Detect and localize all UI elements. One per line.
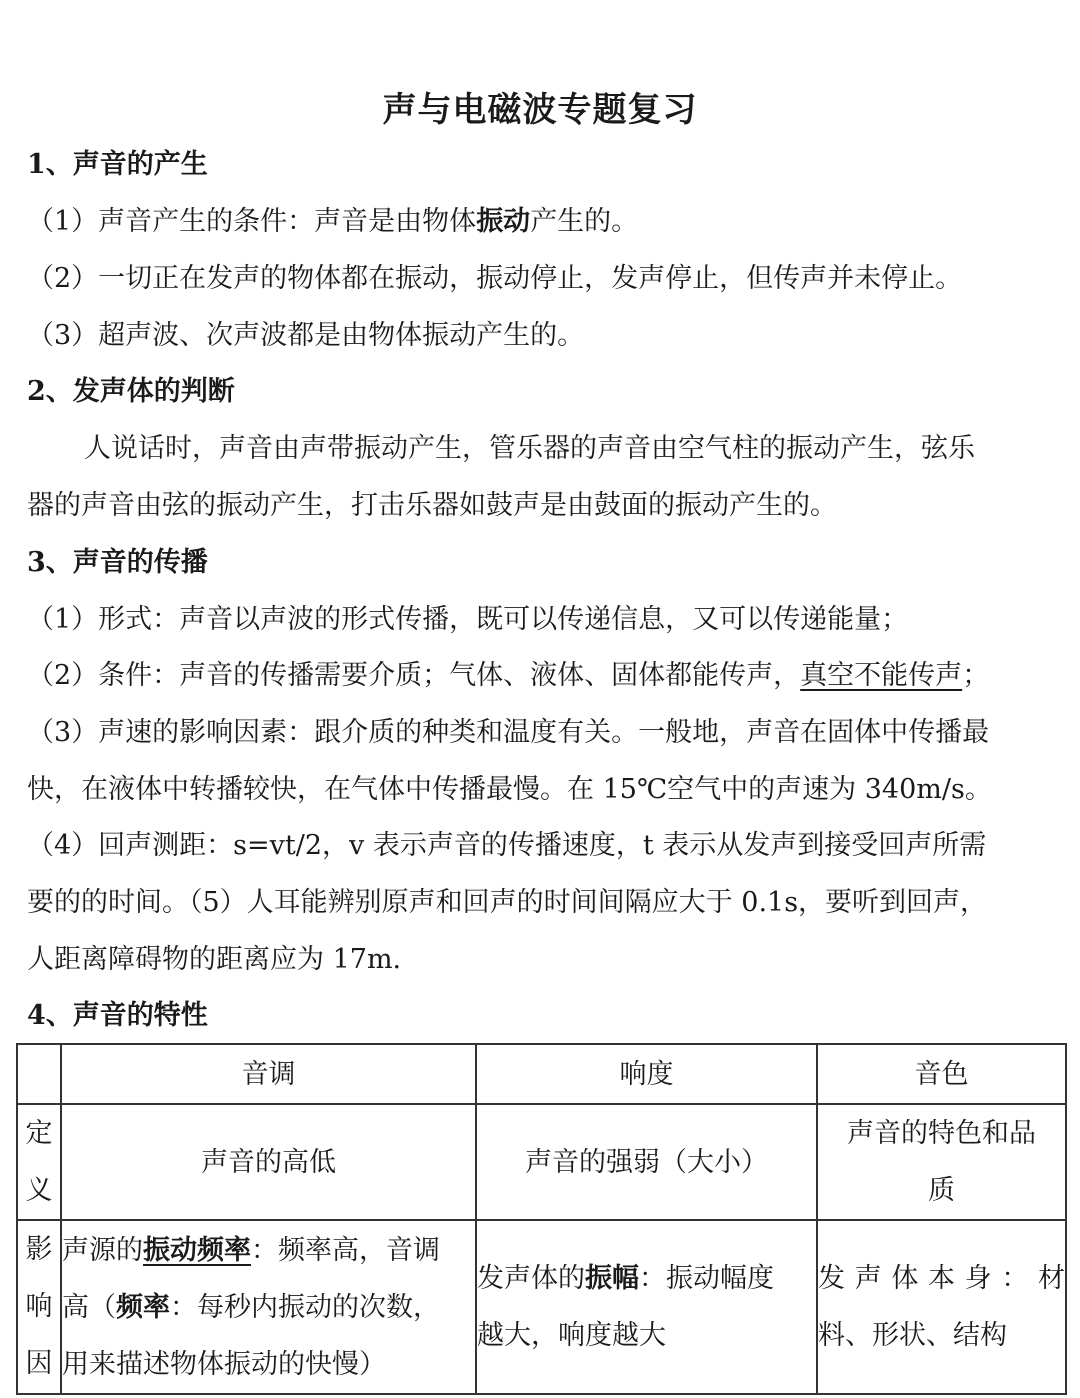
text-span: 产生的。: [530, 206, 639, 237]
section-3-item-2: [27, 656, 1067, 696]
definition-pitch: 声音的高低: [61, 1104, 476, 1220]
table-row-factors: [17, 1220, 1066, 1394]
text-span: 声源的: [62, 1234, 143, 1266]
row-label-definition: [17, 1104, 61, 1220]
key-term: 振动频率: [143, 1234, 251, 1266]
text-span: ：频率高，音调: [251, 1234, 440, 1266]
section-3-item-3-line-2: 快，在液体中转播较快，在气体中传播最慢。在 15℃空气中的声速为 340m/s。: [27, 774, 992, 805]
sound-properties-table: [16, 1043, 1067, 1395]
section-3-item-4-line-3: 人距离障碍物的距离应为 17m.: [27, 944, 402, 975]
row-label-char: 影: [25, 1234, 53, 1265]
factors-loudness: [476, 1220, 817, 1394]
text-span: ：每秒内振动的次数，: [170, 1291, 440, 1323]
section-1-heading: 1、声音的产生: [27, 149, 208, 180]
text-span: 发声体的: [477, 1263, 585, 1294]
text-span: （2）条件：声音的传播需要介质；气体、液体、固体都能传声，: [27, 660, 801, 691]
cell-line: [477, 1250, 816, 1307]
text-span: 高（: [62, 1291, 116, 1323]
timbre-line: 声音的特色和品: [847, 1118, 1036, 1149]
cell-line: 料、形状、结构: [818, 1320, 1007, 1351]
key-term: 频率: [116, 1291, 170, 1323]
text-span: ；: [962, 660, 990, 691]
section-1-item-1: [27, 202, 1067, 242]
page-title: 声与电磁波专题复习: [382, 90, 698, 130]
section-2-paragraph-line-1: 人说话时，声音由声带振动产生，管乐器的声音由空气柱的振动产生，弦乐: [84, 433, 975, 464]
definition-loudness: 声音的强弱（大小）: [476, 1104, 817, 1220]
key-term: 振幅: [585, 1263, 639, 1294]
section-2-paragraph-line-2: 器的声音由弦的振动产生，打击乐器如鼓声是由鼓面的振动产生的。: [27, 490, 837, 521]
key-term: 振动: [476, 206, 531, 237]
header-timbre: 音色: [817, 1044, 1066, 1104]
header-pitch: 音调: [61, 1044, 476, 1104]
text-span: （1）声音产生的条件：声音是由物体: [27, 206, 477, 237]
section-3-heading: 3、声音的传播: [27, 547, 208, 578]
section-4-heading: 4、声音的特性: [27, 1000, 208, 1031]
section-1-item-3: （3）超声波、次声波都是由物体振动产生的。: [27, 320, 585, 351]
row-label-char: 定: [25, 1118, 53, 1149]
header-loudness: 响度: [476, 1044, 817, 1104]
table-header-row: [17, 1044, 1066, 1104]
table-row-definition: [17, 1104, 1066, 1220]
table-corner-cell: [17, 1044, 61, 1104]
underlined-term: 真空不能传声: [800, 660, 963, 691]
cell-line: 发声体本身：材: [818, 1263, 1065, 1294]
factors-timbre: [817, 1220, 1066, 1394]
section-3-item-1: （1）形式：声音以声波的形式传播，既可以传递信息，又可以传递能量；: [27, 604, 909, 635]
row-label-char: 响: [25, 1291, 53, 1322]
cell-line: 越大，响度越大: [477, 1320, 666, 1351]
section-1-item-2: （2）一切正在发声的物体都在振动，振动停止，发声停止，但传声并未停止。: [27, 263, 963, 294]
factors-pitch: [61, 1220, 476, 1394]
section-3-item-4-line-2: 要的的时间。（5）人耳能辨别原声和回声的时间间隔应大于 0.1s，要听到回声，: [27, 887, 988, 918]
cell-line: [62, 1279, 475, 1336]
row-label-char: 义: [25, 1175, 53, 1206]
section-2-heading: 2、发声体的判断: [27, 376, 235, 407]
cell-line: [62, 1222, 475, 1279]
cell-line: 用来描述物体振动的快慢）: [62, 1348, 386, 1380]
section-3-item-3-line-1: （3）声速的影响因素：跟介质的种类和温度有关。一般地，声音在固体中传播最: [27, 717, 990, 748]
timbre-line: 质: [928, 1175, 955, 1206]
row-label-factors: [17, 1220, 61, 1394]
row-label-char: 因: [25, 1348, 53, 1379]
section-3-item-4-line-1: （4）回声测距：s=vt/2，v 表示声音的传播速度，t 表示从发声到接受回声所需: [27, 830, 987, 861]
definition-timbre: [817, 1104, 1066, 1220]
text-span: ：振动幅度: [639, 1263, 774, 1294]
